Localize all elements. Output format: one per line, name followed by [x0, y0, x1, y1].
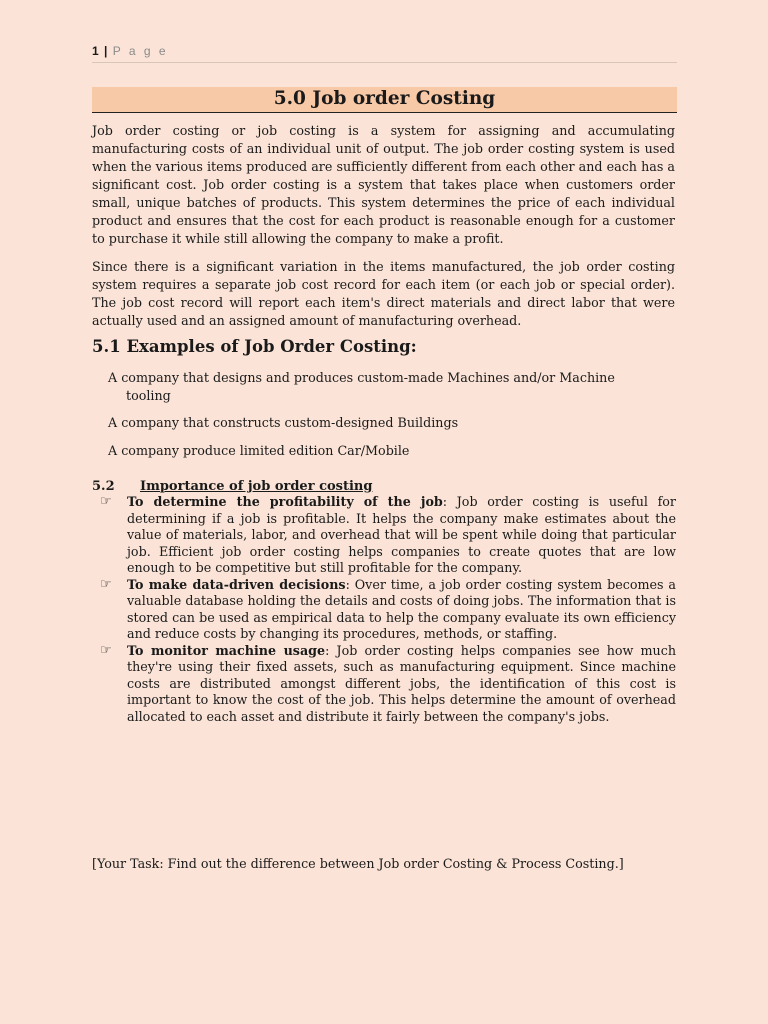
section-title: Importance of job order costing — [140, 479, 373, 494]
pointing-hand-icon: ☞ — [100, 494, 112, 509]
pointing-hand-icon: ☞ — [100, 576, 112, 592]
example-item — [108, 442, 674, 460]
bullet-text: : Job order costing is useful for determining if a job is profitable. It helps the company make estimates about the value of materials, labor, and overhead that will be spent while doing that particular job. Efficient job order costing helps companies to create quotes that are low enough to be competitive but still profitable for the company. — [127, 494, 676, 575]
example-text: A company that designs and produces custom-made Machines and/or Machine — [108, 370, 615, 385]
bullet-lead: To make data-driven decisions — [127, 576, 346, 592]
header-separator: | — [104, 44, 108, 58]
example-item — [108, 414, 674, 432]
example-text-continuation: tooling — [126, 388, 171, 403]
bullet-lead: To determine the profitability of the job — [127, 494, 443, 509]
section-5-1-heading: 5.1 Examples of Job Order Costing: — [92, 337, 417, 356]
list-item — [100, 577, 676, 643]
page-number: 1 — [92, 44, 99, 58]
example-item — [108, 369, 674, 405]
bullet-text: : Job order costing helps companies see how much they're using their fixed assets, such as manufacturing equipment. Since machine costs are distributed amongst different jobs, the identification of this cost is important to know the cost of the job. This helps determine the amount of overhead allocated to each asset and distribute it fairly between the company's jobs. — [127, 642, 676, 724]
second-paragraph: Since there is a significant variation in the items manufactured, the job order costing system requires a separate job cost record for each item (or each job or special order). The job cost record will report each item's direct materials and direct labor that were actually used and an assigned amount of manufacturing overhead. — [92, 259, 675, 328]
list-item — [100, 494, 676, 577]
page-title: 5.0 Job order Costing — [92, 87, 677, 113]
section-number: 5.2 — [92, 479, 115, 494]
pointing-hand-icon: ☞ — [100, 642, 112, 658]
bullet-lead: To monitor machine usage — [127, 642, 326, 658]
example-text: A company produce limited edition Car/Mobile — [108, 443, 410, 458]
example-text: A company that constructs custom-designed Buildings — [108, 415, 459, 430]
importance-list — [100, 494, 676, 725]
intro-paragraph: Job order costing or job costing is a system for assigning and accumulating manufacturing costs of an individual unit of output. The job order costing system is used when the various items produced are sufficiently different from each other and each has a significant cost. Job order costing is a system that takes place when customers order small, unique batches of products. This system determines the price of each individual product and ensures that the cost for each product is reasonable enough for a customer to purchase it while still allowing the company to make a profit. — [92, 123, 675, 246]
page-header — [92, 44, 677, 63]
task-note: [Your Task: Find out the difference between Job order Costing & Process Costing.] — [92, 856, 624, 871]
page-label: P a g e — [112, 44, 169, 58]
list-item — [100, 643, 676, 726]
bullet-text: : Over time, a job order costing system becomes a valuable database holding the details and costs of doing jobs. The information that is stored can be used as empirical data to help the company evaluate its own efficiency and reduce costs by changing its procedures, methods, or staffing. — [127, 576, 676, 641]
